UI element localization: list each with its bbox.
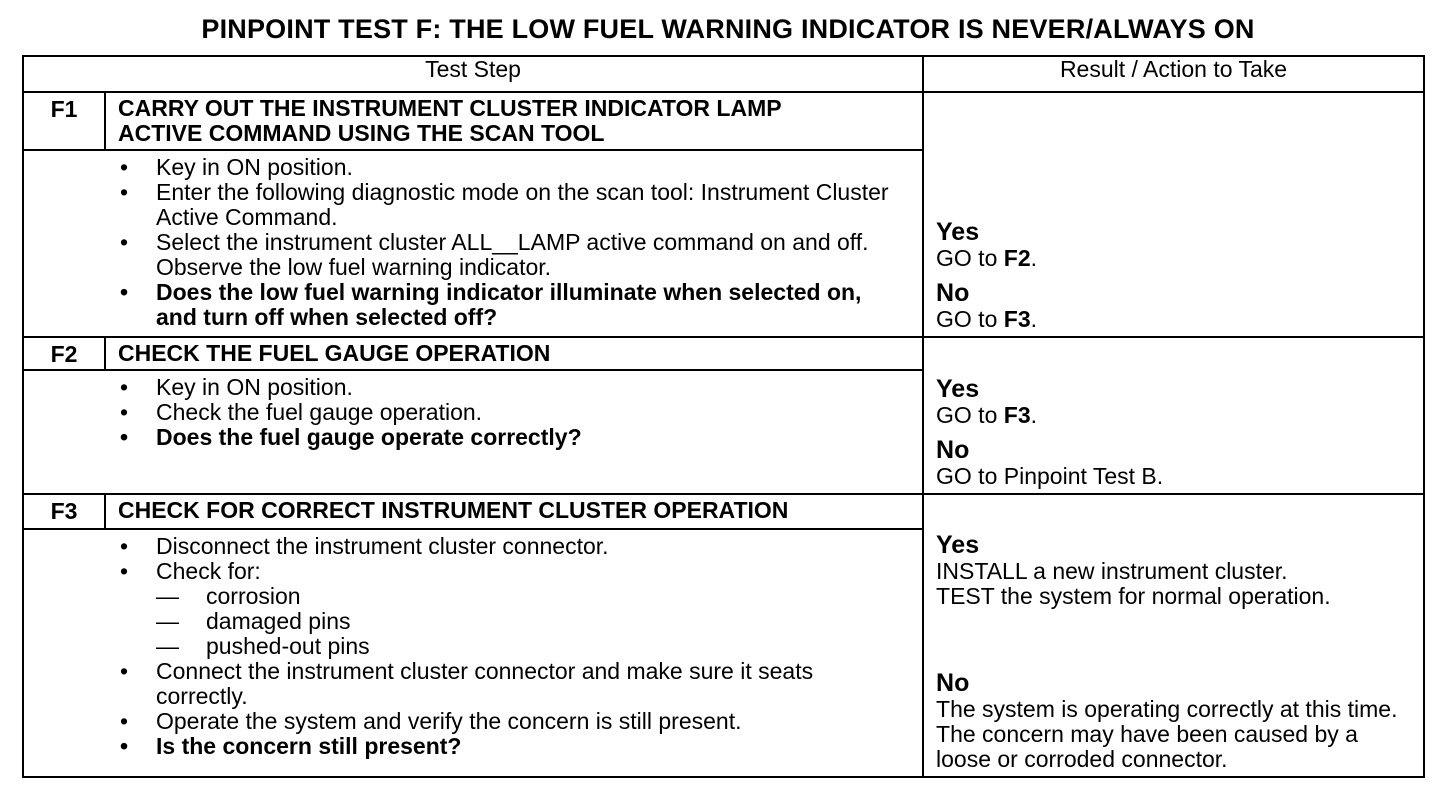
list-item xyxy=(120,559,908,584)
no-label: No xyxy=(936,436,970,464)
list-item: • Check the fuel gauge operation. xyxy=(120,400,908,425)
no-label: No xyxy=(936,669,970,697)
list-item-question: • Does the low fuel warning indicator illuminate when selected on, and turn off when selected off? xyxy=(120,280,908,330)
list-item: • Operate the system and verify the concern is still present. xyxy=(120,709,908,734)
action-text: . xyxy=(1030,306,1037,332)
yes-label: Yes xyxy=(936,531,980,559)
step-heading-line: CHECK THE FUEL GAUGE OPERATION xyxy=(118,340,551,366)
step-body xyxy=(23,150,923,337)
step-id: F2 xyxy=(23,337,105,370)
list-item: • Disconnect the instrument cluster connector. xyxy=(120,534,908,559)
sub-item: — corrosion xyxy=(156,584,908,609)
step-f1-heading-row xyxy=(23,92,1424,150)
list-item: • Connect the instrument cluster connector and make sure it seats correctly. xyxy=(120,659,908,709)
header-result-action: Result / Action to Take xyxy=(923,56,1424,92)
no-action: The system is operating correctly at this time. The concern may have been caused by a loose or corroded connector. xyxy=(936,696,1398,772)
step-heading xyxy=(105,337,923,370)
list-item: • Select the instrument cluster ALL__LAMP active command on and off. Observe the low fuel warning indicator. xyxy=(120,230,908,280)
action-text: GO to xyxy=(936,306,1004,332)
step-link[interactable]: F2 xyxy=(1003,245,1031,271)
yes-label: Yes xyxy=(936,375,980,403)
step-f2-heading-row xyxy=(23,337,1424,370)
step-id: F1 xyxy=(23,92,105,150)
yes-action-line: INSTALL a new instrument cluster. xyxy=(936,558,1288,584)
step-body xyxy=(23,370,923,494)
list-item-question: • Does the fuel gauge operate correctly? xyxy=(120,425,908,450)
action-text: . xyxy=(1030,402,1037,428)
list-item-text: Check for: xyxy=(156,558,261,584)
list-item-question: • Is the concern still present? xyxy=(120,734,908,759)
step-f3-result xyxy=(923,494,1424,777)
yes-action xyxy=(936,403,1413,428)
step-instructions xyxy=(120,534,908,584)
step-f2-result xyxy=(923,337,1424,494)
yes-action xyxy=(936,246,1413,271)
list-item: • Enter the following diagnostic mode on the scan tool: Instrument Cluster Active Command. xyxy=(120,180,908,230)
yes-label: Yes xyxy=(936,218,980,246)
step-f3-heading-row xyxy=(23,494,1424,529)
sub-item: — damaged pins xyxy=(156,609,908,634)
step-heading-line: ACTIVE COMMAND USING THE SCAN TOOL xyxy=(118,120,605,146)
list-item: • Key in ON position. xyxy=(120,155,908,180)
step-link[interactable]: F3 xyxy=(1003,306,1031,332)
step-f1-result xyxy=(923,92,1424,337)
no-label: No xyxy=(936,279,970,307)
no-action: GO to Pinpoint Test B. xyxy=(936,463,1164,489)
action-text: . xyxy=(1030,245,1037,271)
table-header-row xyxy=(23,56,1424,92)
step-instructions xyxy=(120,155,908,330)
page-title: PINPOINT TEST F: THE LOW FUEL WARNING INDICATOR IS NEVER/ALWAYS ON xyxy=(201,14,1255,44)
pinpoint-test-table xyxy=(22,55,1425,778)
header-test-step: Test Step xyxy=(23,56,923,92)
no-action xyxy=(936,307,1413,332)
step-heading xyxy=(105,92,923,150)
step-id: F3 xyxy=(23,494,105,529)
yes-action-line: TEST the system for normal operation. xyxy=(936,583,1331,609)
step-instructions xyxy=(120,659,908,759)
step-heading xyxy=(105,494,923,529)
action-text: GO to xyxy=(936,245,1004,271)
step-instructions xyxy=(120,375,908,450)
action-text: GO to xyxy=(936,402,1004,428)
step-link[interactable]: F3 xyxy=(1003,402,1031,428)
step-heading-line: CARRY OUT THE INSTRUMENT CLUSTER INDICATOR LAMP xyxy=(118,95,782,121)
step-body xyxy=(23,529,923,777)
step-heading-line: CHECK FOR CORRECT INSTRUMENT CLUSTER OPERATION xyxy=(118,497,789,523)
sub-item: — pushed-out pins xyxy=(156,634,908,659)
check-for-sublist xyxy=(120,584,908,659)
list-item: • Key in ON position. xyxy=(120,375,908,400)
